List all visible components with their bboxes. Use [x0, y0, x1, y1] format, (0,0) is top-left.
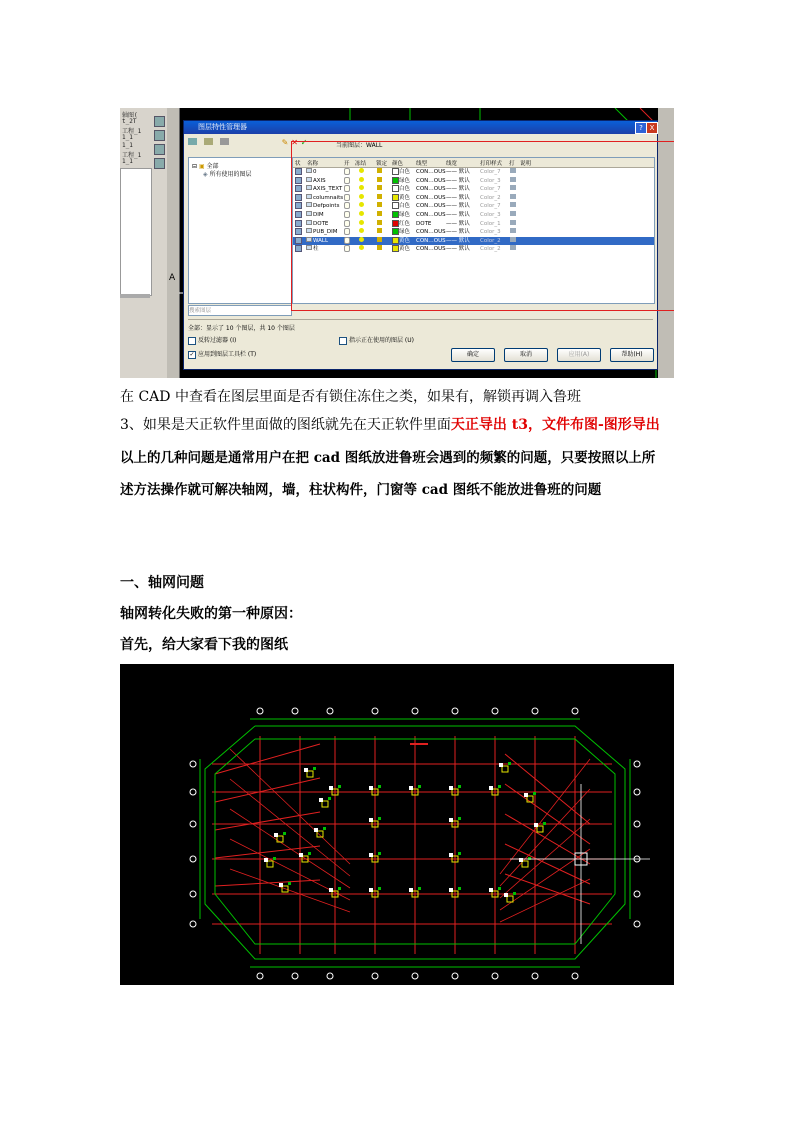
layer-name: PUB_DIM [313, 229, 338, 236]
help-button[interactable]: 帮助(H) [610, 348, 654, 362]
cad-layer-manager-screenshot [120, 108, 674, 378]
axis-bubble [372, 708, 378, 714]
layer-name: DIM [313, 212, 324, 218]
axis-bubble [190, 921, 196, 927]
layer-linetype: CON…OUS [416, 246, 446, 253]
column-label [369, 786, 373, 790]
axis-bubble [492, 708, 498, 714]
column-tag [338, 785, 341, 788]
column-tag [418, 785, 421, 788]
col-header[interactable]: 状 [295, 161, 301, 167]
paragraph-tangent-export: 3、如果是天正软件里面做的图纸就先在天正软件里面天正导出 t3，文件布图-图形导出 [120, 417, 660, 433]
axis-bubble [532, 708, 538, 714]
axis-bubble [190, 821, 196, 827]
axis-bubble [634, 921, 640, 927]
axis-bubble [190, 761, 196, 767]
ruler-label: A [169, 273, 176, 283]
dialog-title: 图层特性管理器 [198, 123, 247, 131]
indicate-used-checkbox[interactable]: 指示正在使用的图层 (U) [339, 335, 414, 345]
col-header[interactable]: 打 [509, 161, 515, 167]
filter-icon: ◈ [203, 171, 208, 178]
column-tag [378, 852, 381, 855]
delete-layer-icon[interactable]: ✕ [291, 138, 298, 147]
layer-plot-style: Color_3 [480, 212, 501, 218]
apply-toolbar-checkbox[interactable]: ✓ 应用到图层工具栏 (T) [189, 350, 257, 358]
column-tag [323, 827, 326, 830]
layer-plot-style: Color_2 [480, 237, 501, 244]
left-panel-line: t_2T [122, 118, 137, 125]
col-header[interactable]: 线型 [416, 161, 428, 167]
column-label [499, 763, 503, 767]
axis-bubble [292, 973, 298, 979]
column-tag [458, 817, 461, 820]
layer-name: columnaits [313, 194, 344, 201]
layer-linetype: CON…OUS [416, 177, 446, 184]
layer-linetype: CON…OUS [416, 203, 446, 210]
axis-line [500, 759, 590, 874]
layer-lineweight: —— 默认 [446, 169, 470, 175]
layer-lineweight: —— 默认 [446, 229, 470, 236]
set-current-icon[interactable]: ✓ [300, 138, 308, 147]
layer-lineweight: —— 默认 [446, 237, 470, 244]
paragraph-check-layers: 在 CAD 中查看在图层里面是否有锁住冻住之类，如果有，解锁再调入鲁班 [120, 389, 581, 405]
column-label [299, 853, 303, 857]
column-label [449, 853, 453, 857]
layer-linetype: CON…OUS [416, 169, 446, 175]
layer-plot-style: Color_7 [480, 169, 501, 175]
column-label [264, 858, 268, 862]
axis-line [215, 880, 320, 886]
column-label [369, 888, 373, 892]
column-label [449, 888, 453, 892]
subheading-cause: 轴网转化失败的第一种原因： [120, 606, 302, 622]
separator [188, 319, 653, 320]
column-tag [378, 785, 381, 788]
col-header[interactable]: 说明 [520, 161, 532, 167]
column-tag [328, 797, 331, 800]
title-mark [410, 743, 428, 745]
axis-bubble [492, 973, 498, 979]
new-layer-icon[interactable]: ✎ [281, 138, 289, 147]
col-header[interactable]: 线宽 [446, 161, 458, 167]
new-filter-icon[interactable] [188, 138, 197, 145]
column-label [449, 818, 453, 822]
column-tag [543, 822, 546, 825]
ok-button[interactable]: 确定 [451, 348, 495, 362]
highlight-red-text: 天正导出 t3，文件布图-图形导出 [450, 417, 660, 433]
axis-bubble [634, 761, 640, 767]
axis-line [215, 778, 320, 802]
column-label [519, 858, 523, 862]
cad-axis-grid-screenshot [120, 664, 674, 985]
axis-bubble [634, 821, 640, 827]
axis-bubble [292, 708, 298, 714]
column-label [314, 828, 318, 832]
axis-bubble [327, 973, 333, 979]
column-label [369, 818, 373, 822]
layer-color-name: 绿色 [399, 177, 411, 184]
col-header[interactable]: 打印样式 [480, 161, 503, 167]
help-title-button[interactable]: ? [635, 122, 647, 134]
left-panel-line: 1_1 [122, 142, 133, 149]
col-header[interactable]: 锁定 [376, 161, 388, 167]
col-header[interactable]: 颜色 [392, 161, 404, 167]
column-tag [288, 882, 291, 885]
axis-bubble [634, 891, 640, 897]
column-label [409, 888, 413, 892]
axis-bubble [327, 708, 333, 714]
layer-linetype: CON…OUS [416, 237, 446, 244]
layer-color-name: 白色 [399, 169, 411, 175]
layer-color-name: 绿色 [399, 212, 411, 218]
layer-color-name: 黄色 [399, 237, 411, 244]
col-header[interactable]: 开 [344, 161, 350, 167]
left-panel-line: 工程_1 [122, 128, 142, 135]
layer-plot-style: Color_7 [480, 186, 501, 193]
column-label [319, 798, 323, 802]
layer-lineweight: —— 默认 [446, 177, 470, 184]
column-tag [313, 767, 316, 770]
axis-bubble [372, 973, 378, 979]
column-label [449, 786, 453, 790]
column-label [279, 883, 283, 887]
current-layer-label: 当前图层：WALL [336, 142, 383, 149]
col-header[interactable]: 名称 [307, 161, 319, 167]
layer-name: Defpoints [313, 203, 340, 210]
column-label [534, 823, 538, 827]
tree-root[interactable]: ⊟ ▣ 全部 [192, 163, 219, 170]
layer-linetype: CON…OUS [416, 229, 446, 236]
axis-line [215, 812, 320, 830]
layer-color-name: 白色 [399, 203, 411, 210]
column-label [504, 893, 508, 897]
column-tag [378, 817, 381, 820]
layer-linetype: CON…OUS [416, 194, 446, 201]
column-label [304, 768, 308, 772]
layer-color-name: 黄色 [399, 246, 411, 253]
axis-bubble [532, 973, 538, 979]
column-tag [528, 857, 531, 860]
folder-icon: ▣ [198, 163, 205, 170]
column-tag [378, 887, 381, 890]
axis-bubble [452, 973, 458, 979]
left-panel-line: 工程_1 [122, 152, 142, 159]
axis-bubble [257, 973, 263, 979]
summary-line-2: 述方法操作就可解决轴网，墙，柱状构件，门窗等 cad 图纸不能放进鲁班的问题 [120, 482, 602, 498]
column-label [489, 786, 493, 790]
column-tag [283, 832, 286, 835]
column-tag [308, 852, 311, 855]
axis-grid-drawing [120, 664, 674, 985]
column-tag [418, 887, 421, 890]
layer-plot-style: Color_2 [480, 194, 501, 201]
column-tag [273, 857, 276, 860]
layer-properties-dialog [183, 120, 658, 370]
column-label [489, 888, 493, 892]
layer-plot-style: Color_3 [480, 177, 501, 184]
axis-bubble [412, 973, 418, 979]
axis-line [230, 749, 350, 864]
layer-lineweight: —— 默认 [446, 220, 470, 227]
layer-name: WALL [313, 237, 329, 244]
dialog-titlebar[interactable] [184, 121, 657, 134]
column-tag [508, 762, 511, 765]
left-panel-line: 1_1 [122, 158, 133, 165]
layer-color-name: 黄色 [399, 194, 411, 201]
layer-plot-style: Color_1 [480, 220, 501, 227]
column-label [329, 786, 333, 790]
axis-bubble [257, 708, 263, 714]
col-header[interactable]: 冻结 [355, 161, 367, 167]
column-label [409, 786, 413, 790]
column-label [369, 853, 373, 857]
column-label [329, 888, 333, 892]
layer-color-name: 白色 [399, 186, 411, 193]
layer-linetype: CON…OUS [416, 186, 446, 193]
layer-plot-style: Color_7 [480, 203, 501, 210]
axis-bubble [190, 891, 196, 897]
column-tag [458, 852, 461, 855]
axis-bubble [452, 708, 458, 714]
column-tag [338, 887, 341, 890]
layer-linetype: DOTE [416, 220, 432, 227]
group-filter-icon[interactable] [204, 138, 213, 145]
red-highlight-box [291, 141, 674, 311]
column-tag [533, 792, 536, 795]
tree-child[interactable]: ◈ 所有使用的图层 [203, 171, 252, 178]
column-tag [513, 892, 516, 895]
layer-name: 0 [313, 169, 317, 175]
layer-name: 柱 [313, 246, 319, 253]
column-label [524, 793, 528, 797]
column-tag [458, 785, 461, 788]
layer-name: DOTE [313, 220, 329, 227]
axis-bubble [572, 708, 578, 714]
column-tag [498, 887, 501, 890]
layer-lineweight: —— 默认 [446, 246, 470, 253]
apply-button[interactable]: 应用(A) [557, 348, 601, 362]
cancel-button[interactable]: 取消 [504, 348, 548, 362]
layer-lineweight: —— 默认 [446, 194, 470, 201]
state-manager-icon[interactable] [220, 138, 229, 145]
layer-color-name: 绿色 [399, 229, 411, 236]
layer-linetype: CON…OUS [416, 212, 446, 218]
left-panel-line: 1_1 [122, 134, 133, 141]
summary-line-1: 以上的几种问题是通常用户在把 cad 图纸放进鲁班会遇到的频繁的问题，只要按照以上所 [120, 450, 656, 466]
close-button[interactable]: X [646, 122, 658, 134]
layer-name: AXIS_TEXT [313, 186, 343, 193]
axis-bubble [190, 856, 196, 862]
invert-filter-checkbox[interactable]: 反转过滤器 (I) [188, 335, 236, 345]
layer-plot-style: Color_2 [480, 246, 501, 253]
layer-color-name: 红色 [399, 220, 411, 227]
left-panel-line: 轴图( [122, 112, 138, 119]
layer-plot-style: Color_3 [480, 229, 501, 236]
column-label [274, 833, 278, 837]
axis-bubble [190, 789, 196, 795]
column-tag [498, 785, 501, 788]
layer-lineweight: —— 默认 [446, 186, 470, 193]
axis-bubble [634, 789, 640, 795]
column-tag [458, 887, 461, 890]
axis-bubble [412, 708, 418, 714]
status-text: 全部：显示了 10 个图层，共 10 个图层 [188, 325, 295, 332]
search-layers-input[interactable]: 搜索图层 [188, 305, 292, 316]
layer-lineweight: —— 默认 [446, 212, 470, 218]
filter-tree [188, 157, 292, 304]
subheading-drawing: 首先，给大家看下我的图纸 [120, 637, 288, 653]
section-heading: 一、轴网问题 [120, 575, 204, 591]
layer-name: AXIS [313, 177, 326, 184]
layer-lineweight: —— 默认 [446, 203, 470, 210]
axis-bubble [572, 973, 578, 979]
